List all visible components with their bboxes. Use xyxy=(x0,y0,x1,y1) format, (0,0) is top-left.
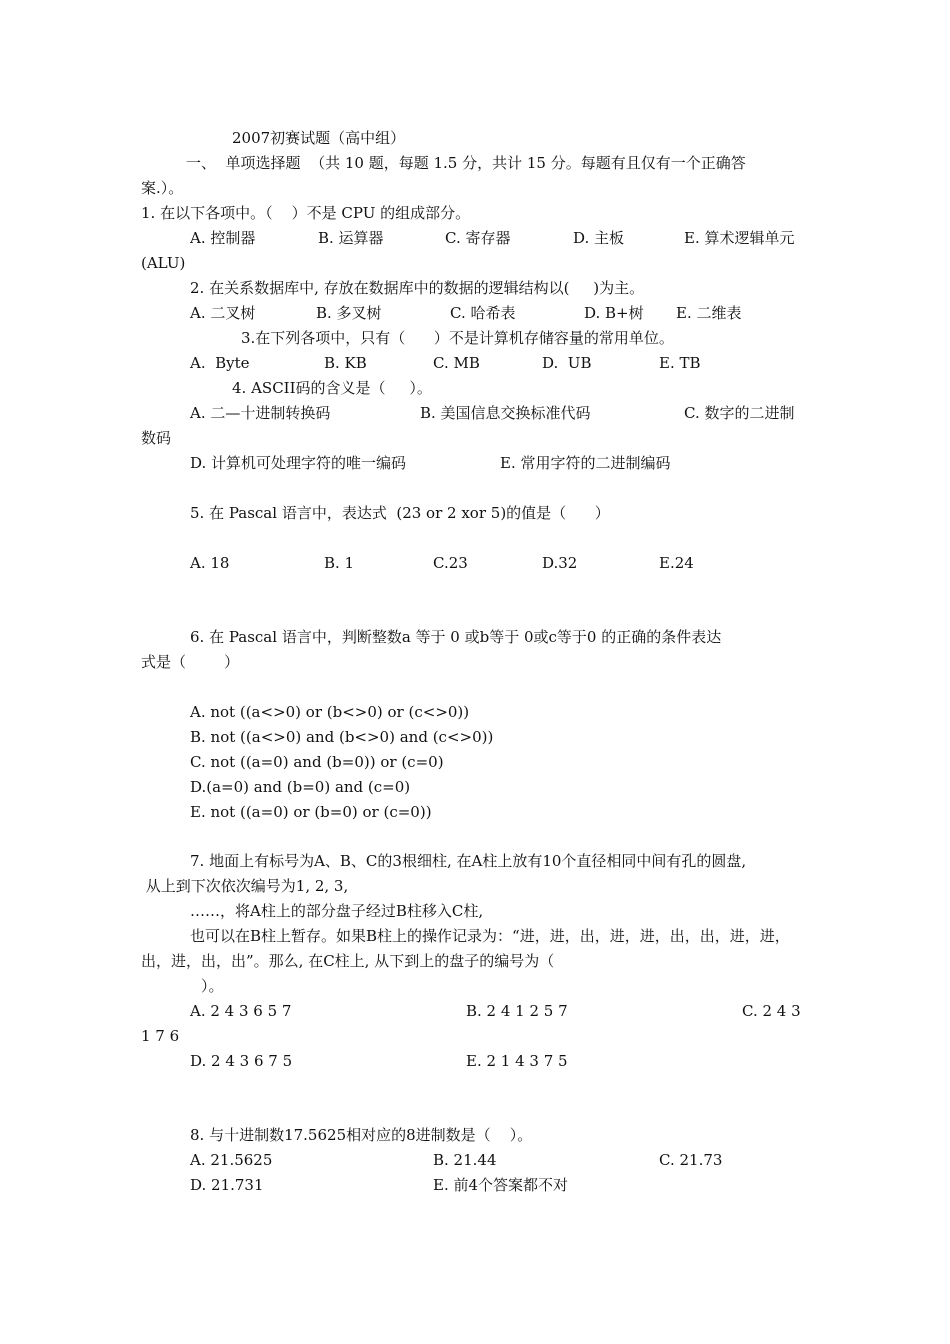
question-3-options xyxy=(190,353,701,373)
question-7-line-4: 也可以在B柱上暂存。如果B柱上的操作记录为：“进，进，出，进，进，出，出，进，进， xyxy=(190,927,790,945)
question-7-line-6: ）。 xyxy=(201,977,224,995)
question-7-line-5: 出，进，出，出”。那么, 在C柱上, 从下到上的盘子的编号为（ xyxy=(141,952,555,970)
option-d: D.32 xyxy=(542,554,578,572)
option-a: A. 18 xyxy=(190,554,230,572)
option-a: A. Byte xyxy=(190,354,250,372)
question-2-options xyxy=(190,303,742,323)
option-a: A. 2 4 3 6 5 7 xyxy=(190,1002,292,1020)
option-e: E.24 xyxy=(659,554,694,572)
question-4-option-c-cont: 数码 xyxy=(141,429,172,447)
question-6-option-c: C. not ((a=0) and (b=0)) or (c=0) xyxy=(190,753,444,771)
option-a: A. 二—十进制转换码 xyxy=(190,404,331,422)
question-1-options xyxy=(190,228,795,248)
question-6-option-d: D.(a=0) and (b=0) and (c=0) xyxy=(190,778,411,796)
question-7-option-c-cont: 1 7 6 xyxy=(141,1027,180,1045)
option-c: C. 21.73 xyxy=(659,1151,723,1169)
question-8-options-row1 xyxy=(190,1150,723,1170)
question-4-stem: 4. ASCII码的含义是（ ）。 xyxy=(232,379,432,397)
question-6-option-b: B. not ((a<>0) and (b<>0) and (c<>0)) xyxy=(190,728,494,746)
question-6-stem: 6. 在 Pascal 语言中，判断整数a 等于 0 或b等于 0或c等于0 的正确的条件表达 xyxy=(190,628,722,646)
section-heading: 一、 单项选择题 （共 10 题，每题 1.5 分，共计 15 分。每题有且仅有一个正确答 xyxy=(186,154,746,172)
option-d: D. 主板 xyxy=(573,229,625,247)
option-c: C. 哈希表 xyxy=(450,304,516,322)
option-b: B. KB xyxy=(324,354,367,372)
option-d: D. 21.731 xyxy=(190,1176,264,1194)
option-e: E. 前4个答案都不对 xyxy=(433,1176,569,1194)
option-d: D. UB xyxy=(542,354,592,372)
option-d: D. 计算机可处理字符的唯一编码 xyxy=(190,454,407,472)
option-b: B. 美国信息交换标准代码 xyxy=(420,404,591,422)
section-heading-cont: 案.）。 xyxy=(141,179,184,197)
question-1-stem: 1. 在以下各项中。（ ）不是 CPU 的组成部分。 xyxy=(141,204,471,222)
question-7-options-row1 xyxy=(190,1001,801,1021)
question-4-options-row1 xyxy=(190,403,795,423)
question-4-options-row2 xyxy=(190,453,671,473)
question-7-line-3: ……，将A柱上的部分盘子经过B柱移入C柱, xyxy=(190,902,484,920)
option-c: C.23 xyxy=(433,554,468,572)
option-a: A. 21.5625 xyxy=(190,1151,273,1169)
question-7-options-row2 xyxy=(190,1051,568,1071)
question-7-stem: 7. 地面上有标号为A、B、C的3根细柱, 在A柱上放有10个直径相同中间有孔的圆盘, xyxy=(190,852,747,870)
option-d: D. 2 4 3 6 7 5 xyxy=(190,1052,293,1070)
option-e: E. 常用字符的二进制编码 xyxy=(500,454,671,472)
option-c: C. 数字的二进制 xyxy=(684,404,795,422)
option-e: E. 算术逻辑单元 xyxy=(684,229,795,247)
question-6-option-e: E. not ((a=0) or (b=0) or (c=0)) xyxy=(190,803,432,821)
question-3-stem: 3.在下列各项中，只有（ ）不是计算机存储容量的常用单位。 xyxy=(241,329,674,347)
option-b: B. 运算器 xyxy=(318,229,384,247)
option-e: E. TB xyxy=(659,354,701,372)
question-1-option-e-cont: (ALU) xyxy=(141,254,186,272)
question-6-stem-cont: 式是（ ） xyxy=(141,653,240,671)
question-8-stem: 8. 与十进制数17.5625相对应的8进制数是（ ）。 xyxy=(190,1126,533,1144)
option-b: B. 1 xyxy=(324,554,355,572)
question-7-line-2: 从上到下次依次编号为1, 2, 3, xyxy=(141,877,349,895)
option-c: C. 2 4 3 xyxy=(742,1002,801,1020)
option-a: A. 二叉树 xyxy=(190,304,256,322)
option-b: B. 21.44 xyxy=(433,1151,497,1169)
question-8-options-row2 xyxy=(190,1175,569,1195)
question-5-options xyxy=(190,553,694,573)
option-e: E. 二维表 xyxy=(676,304,742,322)
option-c: C. MB xyxy=(433,354,480,372)
question-5-stem: 5. 在 Pascal 语言中，表达式 (23 or 2 xor 5)的值是（ ） xyxy=(190,504,610,522)
option-d: D. B+树 xyxy=(584,304,644,322)
option-b: B. 多叉树 xyxy=(316,304,382,322)
page-title: 2007初赛试题（高中组） xyxy=(232,129,406,147)
option-e: E. 2 1 4 3 7 5 xyxy=(466,1052,568,1070)
option-c: C. 寄存器 xyxy=(445,229,511,247)
question-2-stem: 2. 在关系数据库中, 存放在数据库中的数据的逻辑结构以( )为主。 xyxy=(190,279,645,297)
question-6-option-a: A. not ((a<>0) or (b<>0) or (c<>0)) xyxy=(190,703,470,721)
option-a: A. 控制器 xyxy=(190,229,256,247)
option-b: B. 2 4 1 2 5 7 xyxy=(466,1002,568,1020)
